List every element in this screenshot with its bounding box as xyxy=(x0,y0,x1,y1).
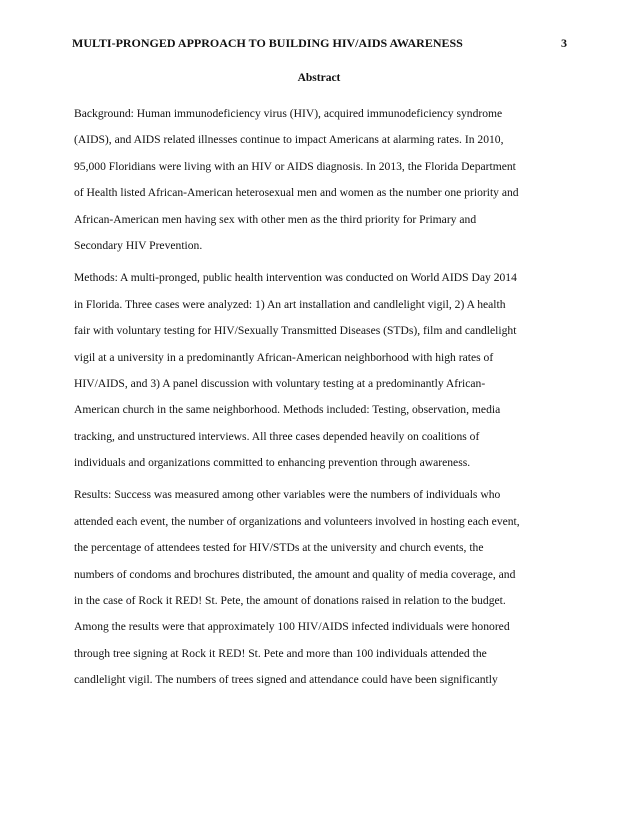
text-line: fair with voluntary testing for HIV/Sexually Transmitted Diseases (STDs), film and candlelight xyxy=(74,324,517,338)
page-number: 3 xyxy=(561,36,567,50)
text-line: the percentage of attendees tested for HIV/STDs at the university and church events, the xyxy=(74,541,484,555)
text-line: in the case of Rock it RED! St. Pete, the amount of donations raised in relation to the budget. xyxy=(74,594,506,608)
text-line: through tree signing at Rock it RED! St. Pete and more than 100 individuals attended the xyxy=(74,646,487,660)
text-line: candlelight vigil. The numbers of trees signed and attendance could have been significantly xyxy=(74,673,498,687)
text-line: Methods: A multi-pronged, public health intervention was conducted on World AIDS Day 2014 xyxy=(74,271,517,285)
text-line: American church in the same neighborhood. Methods included: Testing, observation, media xyxy=(74,403,501,417)
background-paragraph xyxy=(74,101,568,259)
text-line: of Health listed African-American heterosexual men and women as the number one priority and xyxy=(74,186,519,200)
text-line: Background: Human immunodeficiency virus (HIV), acquired immunodeficiency syndrome xyxy=(74,107,503,120)
running-head: MULTI-PRONGED APPROACH TO BUILDING HIV/AIDS AWARENESS xyxy=(72,36,463,50)
methods-paragraph xyxy=(74,265,568,476)
text-line: 95,000 Floridians were living with an HIV or AIDS diagnosis. In 2013, the Florida Department xyxy=(74,159,516,173)
text-line: HIV/AIDS, and 3) A panel discussion with voluntary testing at a predominantly African- xyxy=(74,376,486,390)
text-line: individuals and organizations committed to enhancing prevention through awareness. xyxy=(74,456,471,470)
abstract-body xyxy=(74,101,568,694)
text-line: Secondary HIV Prevention. xyxy=(74,238,203,252)
text-line: tracking, and unstructured interviews. All three cases depended heavily on coalitions of xyxy=(74,429,480,443)
text-line: Among the results were that approximately 100 HIV/AIDS infected individuals were honored xyxy=(74,620,510,634)
text-line: in Florida. Three cases were analyzed: 1) An art installation and candlelight vigil, 2) A health xyxy=(74,297,506,311)
results-paragraph xyxy=(74,482,568,693)
text-line: attended each event, the number of organizations and volunteers involved in hosting each event, xyxy=(74,514,520,528)
text-line: African-American men having sex with other men as the third priority for Primary and xyxy=(74,212,477,226)
text-line: Results: Success was measured among other variables were the numbers of individuals who xyxy=(74,488,501,502)
text-line: numbers of condoms and brochures distributed, the amount and quality of media coverage, and xyxy=(74,567,516,581)
text-line: (AIDS), and AIDS related illnesses continue to impact Americans at alarming rates. In 2010, xyxy=(74,133,504,147)
text-line: vigil at a university in a predominantly African-American neighborhood with high rates of xyxy=(74,350,494,364)
abstract-title: Abstract xyxy=(297,72,341,84)
